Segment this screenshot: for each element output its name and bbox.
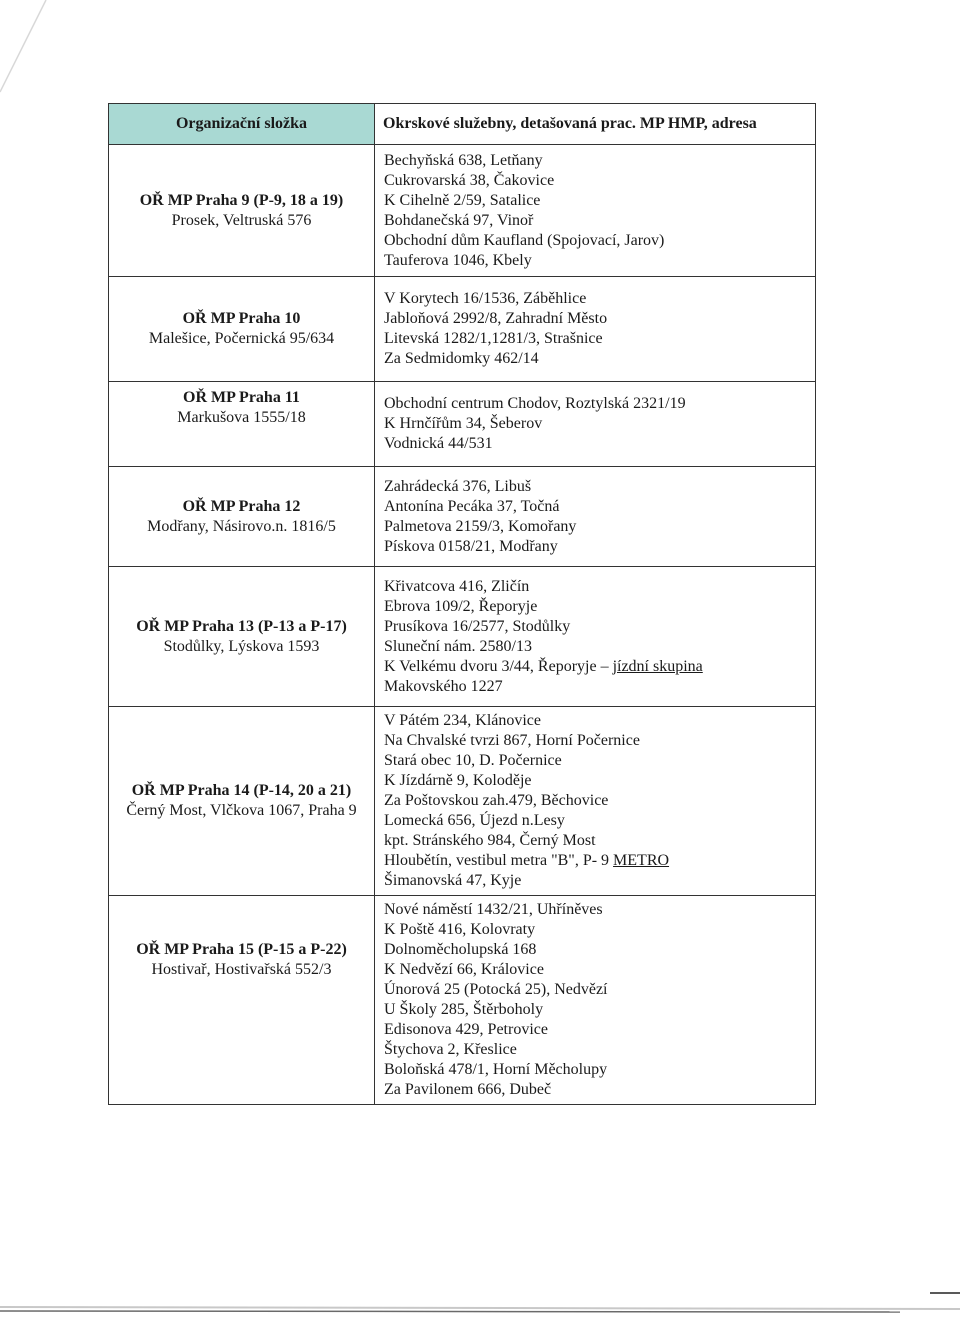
address-line: Edisonova 429, Petrovice: [384, 1021, 548, 1038]
header-organizational-unit: Organizační složka: [109, 104, 375, 145]
unit-name: OŘ MP Praha 14 (P-14, 20 a 21): [131, 782, 352, 799]
address-line: K Jízdárně 9, Koloděje: [384, 772, 532, 789]
unit-name: OŘ MP Praha 13 (P-13 a P-17): [136, 617, 347, 635]
mounted-unit-label: jízdní skupina: [612, 657, 703, 675]
address-line: Ebrova 109/2, Řeporyje: [384, 597, 538, 615]
unit-cell: [109, 145, 375, 277]
table-row: [109, 145, 816, 277]
unit-address: Markušova 1555/18: [177, 409, 306, 426]
address-prefix: K Velkému dvoru 3/44, Řeporyje –: [384, 657, 613, 675]
address-line: Dolnoměcholupská 168: [384, 941, 537, 958]
address-line: K Cihelně 2/59, Satalice: [384, 191, 541, 209]
addresses-cell: [375, 467, 816, 567]
scan-edge-mark: [0, 0, 60, 100]
address-line: Za Pavilonem 666, Dubeč: [384, 1081, 552, 1098]
address-line: Pískova 0158/21, Modřany: [384, 537, 558, 555]
address-line: Obchodní centrum Chodov, Roztylská 2321/19: [384, 395, 686, 412]
unit-name: OŘ MP Praha 11: [183, 389, 300, 406]
address-line: Obchodní dům Kaufland (Spojovací, Jarov): [384, 231, 665, 249]
address-line: U Školy 285, Štěrboholy: [384, 1001, 544, 1018]
address-line: K Poště 416, Kolovraty: [384, 921, 536, 938]
address-line: Boloňská 478/1, Horní Měcholupy: [384, 1061, 608, 1078]
address-line: Za Poštovskou zah.479, Běchovice: [384, 792, 609, 809]
unit-name: OŘ MP Praha 10: [182, 310, 301, 327]
unit-cell: [109, 382, 375, 467]
address-line-mounted-unit: [384, 657, 807, 677]
table-header-row: [109, 104, 816, 145]
organizational-units-table: [108, 103, 816, 1105]
unit-cell: [109, 896, 375, 1105]
unit-name: OŘ MP Praha 15 (P-15 a P-22): [136, 941, 347, 958]
metro-label: METRO: [613, 852, 670, 869]
unit-address: Hostivař, Hostivařská 552/3: [151, 961, 332, 978]
unit-name: OŘ MP Praha 9 (P-9, 18 a 19): [139, 191, 344, 209]
address-line: Prusíkova 16/2577, Stodůlky: [384, 617, 571, 635]
address-line: Tauferova 1046, Kbely: [384, 251, 532, 269]
address-line: Za Sedmidomky 462/14: [384, 350, 539, 367]
address-line: Litevská 1282/1,1281/3, Strašnice: [384, 330, 603, 347]
address-line: Sluneční nám. 2580/13: [384, 637, 532, 655]
address-line: V Korytech 16/1536, Záběhlice: [384, 290, 587, 307]
address-line: Zahrádecká 376, Libuš: [384, 477, 532, 495]
address-line: Šimanovská 47, Kyje: [384, 872, 522, 889]
address-line: Na Chvalské tvrzi 867, Horní Počernice: [384, 732, 640, 749]
unit-cell: [109, 707, 375, 896]
unit-address: Stodůlky, Lýskova 1593: [163, 637, 320, 655]
addresses-cell: [375, 382, 816, 467]
unit-address: Malešice, Počernická 95/634: [148, 330, 335, 347]
addresses-cell: [375, 145, 816, 277]
table-row: [109, 277, 816, 382]
address-line: Makovského 1227: [384, 677, 503, 695]
address-line: Nové náměstí 1432/21, Uhříněves: [384, 901, 603, 918]
address-line: K Nedvězí 66, Královice: [384, 961, 544, 978]
address-line: Vodnická 44/531: [384, 435, 493, 452]
address-line: Křivatcova 416, Zličín: [384, 577, 530, 595]
unit-cell: [109, 277, 375, 382]
address-line: Lomecká 656, Újezd n.Lesy: [384, 812, 565, 829]
address-line: Bohdanečská 97, Vinoř: [384, 211, 534, 229]
address-prefix: Hloubětín, vestibul metra "B", P- 9: [384, 852, 614, 869]
unit-address: Modřany, Násirovo.n. 1816/5: [147, 517, 336, 535]
addresses-cell: [375, 567, 816, 707]
address-line: kpt. Stránského 984, Černý Most: [384, 832, 596, 849]
table-row: [109, 896, 816, 1105]
address-line: Antonína Pecáka 37, Točná: [384, 497, 560, 515]
addresses-cell: [375, 896, 816, 1105]
address-line: Stará obec 10, D. Počernice: [384, 752, 562, 769]
unit-address: Černý Most, Vlčkova 1067, Praha 9: [126, 802, 357, 819]
unit-name: OŘ MP Praha 12: [182, 497, 301, 515]
table-row: [109, 707, 816, 896]
table-row: [109, 567, 816, 707]
addresses-cell: [375, 277, 816, 382]
address-line: Bechyňská 638, Letňany: [384, 151, 543, 169]
scan-bottom-edge: [0, 1283, 960, 1323]
address-line: Jabloňová 2992/8, Zahradní Město: [384, 310, 608, 327]
address-line: Palmetova 2159/3, Komořany: [384, 517, 577, 535]
unit-address: Prosek, Veltruská 576: [171, 211, 312, 229]
address-line: V Pátém 234, Klánovice: [384, 712, 542, 729]
unit-cell: [109, 467, 375, 567]
header-branch-offices: Okrskové služebny, detašovaná prac. MP HMP, adresa: [375, 104, 816, 145]
address-line: Štychova 2, Křeslice: [384, 1041, 517, 1058]
address-line: Únorová 25 (Potocká 25), Nedvězí: [384, 981, 608, 998]
addresses-cell: [375, 707, 816, 896]
unit-cell: [109, 567, 375, 707]
address-line: K Hrnčířům 34, Šeberov: [384, 415, 543, 432]
address-line-metro: [384, 851, 807, 871]
table-row: [109, 382, 816, 467]
table-row: [109, 467, 816, 567]
address-line: Cukrovarská 38, Čakovice: [384, 171, 555, 189]
